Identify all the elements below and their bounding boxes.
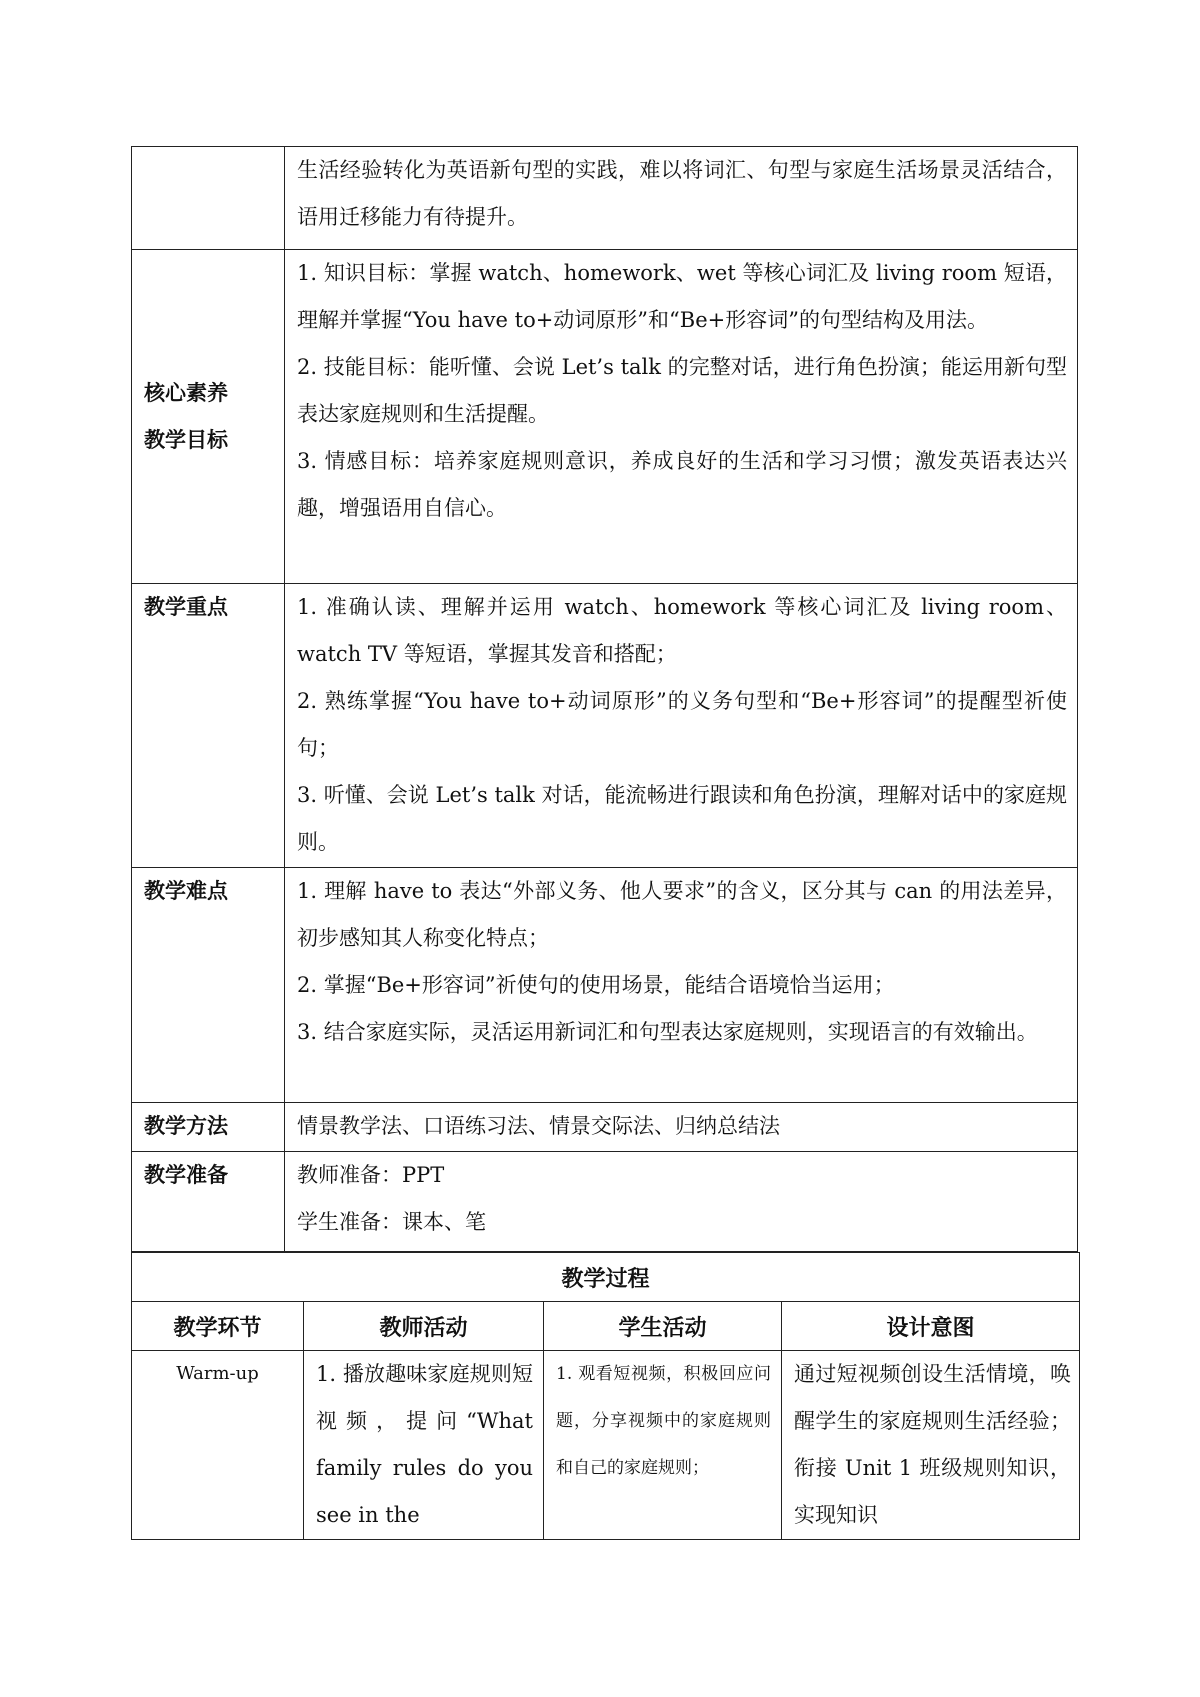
- header-stage: 教学环节: [132, 1302, 304, 1351]
- row-content-cell: [285, 868, 1078, 1103]
- header-student: 学生活动: [544, 1302, 782, 1351]
- row-content-cell: [285, 250, 1078, 584]
- content-text: 3. 听懂、会说 Let’s talk 对话，能流畅进行跟读和角色扮演，理解对话中的家庭规则。: [297, 783, 1067, 854]
- header-design: 设计意图: [782, 1302, 1080, 1351]
- row-content-cell: [285, 1152, 1078, 1252]
- process-header-row: [132, 1302, 1080, 1351]
- row-label: 教学准备: [144, 1163, 228, 1187]
- content-text: 学生准备：课本、笔: [297, 1210, 486, 1234]
- table-row: [132, 1103, 1078, 1152]
- design-intent-cell: 通过短视频创设生活情境，唤醒学生的家庭规则生活经验；衔接 Unit 1 班级规则知识，实现知识: [782, 1351, 1080, 1540]
- content-text: 1. 准确认读、理解并运用 watch、homework 等核心词汇及 living room、watch TV 等短语，掌握其发音和搭配；: [297, 595, 1067, 666]
- lesson-info-table: [131, 146, 1078, 1252]
- header-teacher: 教师活动: [304, 1302, 544, 1351]
- table-row: [132, 147, 1078, 250]
- process-table: [131, 1252, 1080, 1540]
- student-activity-cell: 1. 观看短视频，积极回应问题，分享视频中的家庭规则和自己的家庭规则；: [544, 1351, 782, 1540]
- content-text: 1. 理解 have to 表达“外部义务、他人要求”的含义，区分其与 can 的用法差异，初步感知其人称变化特点；: [297, 879, 1067, 950]
- row-label-cell: [132, 868, 285, 1103]
- table-row: [132, 584, 1078, 868]
- row-content-cell: [285, 584, 1078, 868]
- row-label-cell: [132, 1103, 285, 1152]
- table-row: [132, 868, 1078, 1103]
- row-content-cell: [285, 1103, 1078, 1152]
- table-row: [132, 250, 1078, 584]
- content-text: 3. 情感目标：培养家庭规则意识，养成良好的生活和学习习惯；激发英语表达兴趣，增强语用自信心。: [297, 449, 1067, 520]
- row-content-cell: [285, 147, 1078, 250]
- row-label: 教学方法: [144, 1114, 228, 1138]
- row-label-cell: [132, 250, 285, 584]
- content-text: 教师准备：PPT: [297, 1163, 445, 1187]
- row-label-cell: [132, 584, 285, 868]
- content-text: 3. 结合家庭实际，灵活运用新词汇和句型表达家庭规则，实现语言的有效输出。: [297, 1020, 1038, 1044]
- content-text: 2. 技能目标：能听懂、会说 Let’s talk 的完整对话，进行角色扮演；能运用新句型表达家庭规则和生活提醒。: [297, 355, 1067, 426]
- row-label: 教学难点: [144, 879, 228, 903]
- row-label: 核心素养 教学目标: [144, 380, 228, 452]
- process-title-row: [132, 1253, 1080, 1302]
- row-label-cell: [132, 147, 285, 250]
- content-text: 情景教学法、口语练习法、情景交际法、归纳总结法: [297, 1114, 780, 1138]
- row-label-cell: [132, 1152, 285, 1252]
- table-row: [132, 1152, 1078, 1252]
- content-text: 1. 知识目标：掌握 watch、homework、wet 等核心词汇及 living room 短语，理解并掌握“You have to+动词原形”和“Be+形容词”的句型结构及用法。: [297, 261, 1067, 332]
- teacher-activity-cell: 1. 播放趣味家庭规则短视频，提问“What family rules do you see in the: [304, 1351, 544, 1540]
- content-text: 生活经验转化为英语新句型的实践，难以将词汇、句型与家庭生活场景灵活结合，语用迁移能力有待提升。: [297, 158, 1067, 229]
- content-text: 2. 熟练掌握“You have to+动词原形”的义务句型和“Be+形容词”的提醒型祈使句；: [297, 689, 1067, 760]
- process-title: 教学过程: [132, 1253, 1080, 1302]
- content-text: 2. 掌握“Be+形容词”祈使句的使用场景，能结合语境恰当运用；: [297, 973, 895, 997]
- row-label: 教学重点: [144, 595, 228, 619]
- stage-cell: Warm-up: [132, 1351, 304, 1540]
- table-row: [132, 1351, 1080, 1540]
